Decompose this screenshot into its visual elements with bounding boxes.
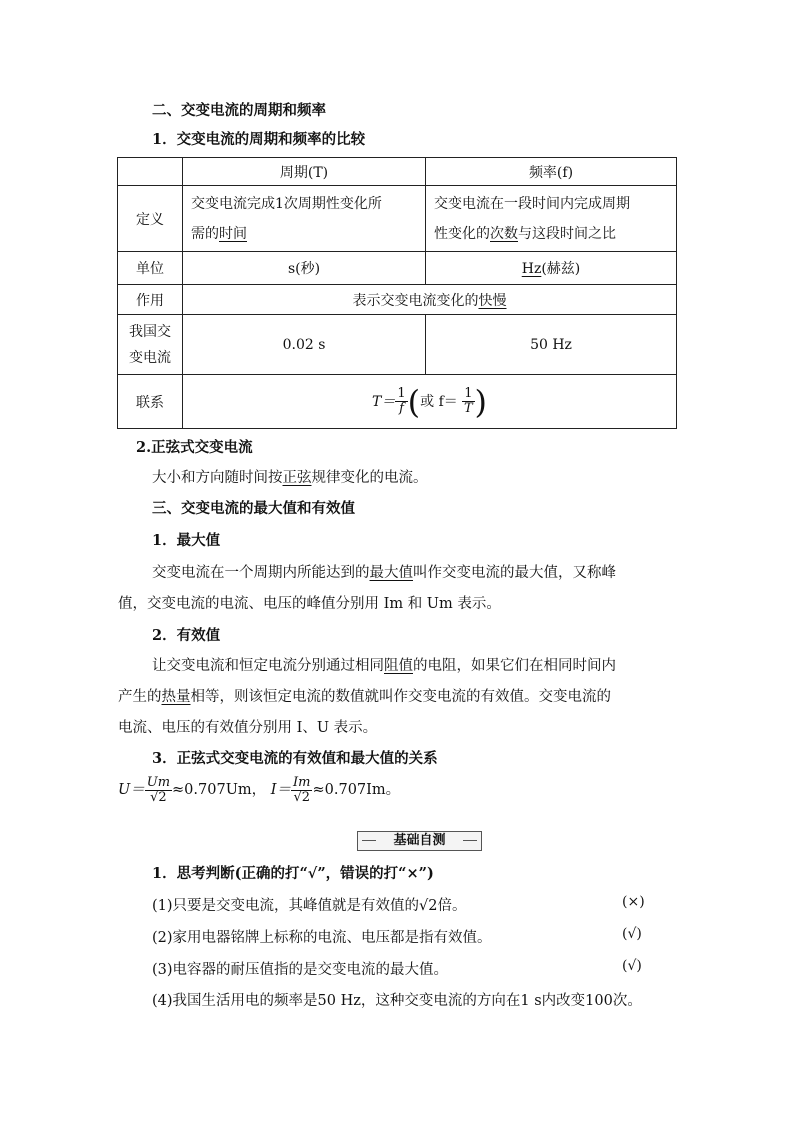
formula-U-fraction (145, 776, 172, 804)
relation-f-eq: 或 f＝ (420, 393, 458, 410)
relation-fraction-f-num: 1 (397, 386, 406, 402)
relation-fraction-f (395, 387, 407, 415)
relation-fraction-T (462, 387, 474, 415)
table-header-row (118, 158, 677, 186)
table-corner-cell (118, 158, 183, 186)
definition-frequency (426, 186, 677, 252)
comparison-table (117, 157, 677, 429)
header-frequency: 频率(f) (426, 158, 677, 186)
judge-item-3: (3)电容器的耐压值指的是交变电流的最大值。 (152, 962, 449, 978)
row-label-china (118, 315, 183, 375)
max-paragraph-line2: 值，交变电流的电流、电压的峰值分别用 Im 和 Um 表示。 (118, 596, 501, 612)
subheading-relation: 3．正弦式交变电流的有效值和最大值的关系 (152, 750, 438, 767)
subheading-comparison: 1．交变电流的周期和频率的比较 (152, 131, 366, 148)
paren-open-icon: ( (407, 382, 421, 421)
rms-formula (118, 776, 400, 804)
formula-U-eq: U＝ (118, 782, 145, 799)
effective-paragraph-line3: 电流、电压的有效值分别用 I、U 表示。 (118, 720, 378, 736)
sinusoidal-keyword: 正弦 (282, 470, 312, 486)
relation-formula (183, 375, 677, 429)
unit-frequency-name: (赫兹) (541, 261, 581, 277)
effective-paragraph-line1 (152, 654, 616, 675)
subheading-max: 1．最大值 (152, 532, 221, 549)
relation-fraction-f-den: f (399, 401, 404, 416)
header-period: 周期(T) (183, 158, 426, 186)
row-label-china-line1: 我国交 (129, 323, 171, 340)
table-row-unit (118, 252, 677, 285)
use-text-main: 表示交变电流变化的 (352, 292, 479, 309)
row-label-definition: 定义 (118, 186, 183, 252)
use-text-keyword: 快慢 (478, 292, 507, 309)
eff-line1-b: 的电阻，如果它们在相同时间内 (413, 658, 616, 674)
formula-I-den: √2 (293, 789, 311, 805)
judge-item-2-mark: (√) (622, 926, 642, 942)
eff-line2-b: 相等，则该恒定电流的数值就叫作交变电流的有效值。交变电流的 (190, 689, 611, 705)
row-label-unit: 单位 (118, 252, 183, 285)
relation-fraction-T-num: 1 (464, 386, 473, 402)
definition-frequency-line2a: 性变化的 (434, 225, 490, 242)
eff-line1-a: 让交变电流和恒定电流分别通过相同 (152, 658, 384, 674)
max-line1-a: 交变电流在一个周期内所能达到的 (152, 565, 370, 581)
formula-U-tail: ≈0.707Um， (172, 782, 267, 799)
eff-line2-a: 产生的 (118, 689, 162, 705)
max-keyword: 最大值 (369, 565, 413, 581)
judge-item-1: (1)只要是交变电流，其峰值就是有效值的√2倍。 (152, 898, 467, 914)
formula-U-den: √2 (150, 789, 167, 805)
formula-I-tail: ≈0.707Im。 (312, 782, 401, 799)
table-row-use (118, 285, 677, 315)
self-test-question-title: 1．思考判断(正确的打“√”，错误的打“×”) (152, 865, 434, 882)
eff-keyword-heat: 热量 (161, 689, 191, 705)
self-test-badge (357, 831, 482, 851)
sinusoidal-text-b: 规律变化的电流。 (311, 470, 428, 486)
definition-period-keyword: 时间 (219, 225, 247, 242)
judge-item-1-mark: (×) (622, 894, 645, 910)
subheading-effective: 2．有效值 (152, 627, 221, 644)
max-line1-b: 叫作交变电流的最大值，又称峰 (413, 565, 616, 581)
unit-frequency-symbol: Hz (521, 261, 542, 277)
row-label-use: 作用 (118, 285, 183, 315)
table-row-relation (118, 375, 677, 429)
row-label-china-line2: 变电流 (129, 349, 171, 366)
definition-frequency-keyword: 次数 (490, 225, 518, 242)
use-text (183, 285, 677, 315)
unit-frequency (426, 252, 677, 285)
formula-I-num: Im (293, 775, 311, 790)
paren-close-icon: ) (474, 382, 487, 421)
effective-paragraph-line2 (118, 685, 611, 706)
definition-frequency-line1: 交变电流在一段时间内完成周期 (434, 195, 630, 212)
formula-I-eq: I＝ (270, 782, 292, 799)
row-label-relation: 联系 (118, 375, 183, 429)
subheading-sinusoidal: 2.正弦式交变电流 (136, 439, 253, 456)
relation-T-eq: T＝ (372, 393, 396, 410)
china-period: 0.02 s (183, 315, 426, 375)
sinusoidal-text (152, 466, 428, 487)
definition-period-line2: 需的 (191, 225, 219, 242)
self-test-badge-label: 基础自测 (393, 833, 446, 848)
relation-fraction-T-den: T (464, 401, 473, 416)
definition-frequency-line2b: 与这段时间之比 (518, 225, 616, 242)
judge-item-4: (4)我国生活用电的频率是50 Hz，这种交变电流的方向在1 s内改变100次。 (152, 993, 642, 1009)
table-row-china (118, 315, 677, 375)
formula-U-num: Um (146, 775, 171, 790)
judge-item-2: (2)家用电器铭牌上标称的电流、电压都是指有效值。 (152, 930, 492, 946)
unit-period: s(秒) (183, 252, 426, 285)
china-frequency: 50 Hz (426, 315, 677, 375)
max-paragraph-line1 (152, 561, 616, 582)
definition-period-line1: 交变电流完成1次周期性变化所 (191, 195, 382, 212)
eff-keyword-resistance: 阻值 (384, 658, 413, 674)
definition-period (183, 186, 426, 252)
section-heading-max-effective: 三、交变电流的最大值和有效值 (152, 500, 355, 517)
section-heading-period-frequency: 二、交变电流的周期和频率 (152, 102, 326, 119)
table-row-definition (118, 186, 677, 252)
judge-item-3-mark: (√) (622, 958, 642, 974)
sinusoidal-text-a: 大小和方向随时间按 (152, 470, 283, 486)
formula-I-fraction (291, 776, 312, 804)
